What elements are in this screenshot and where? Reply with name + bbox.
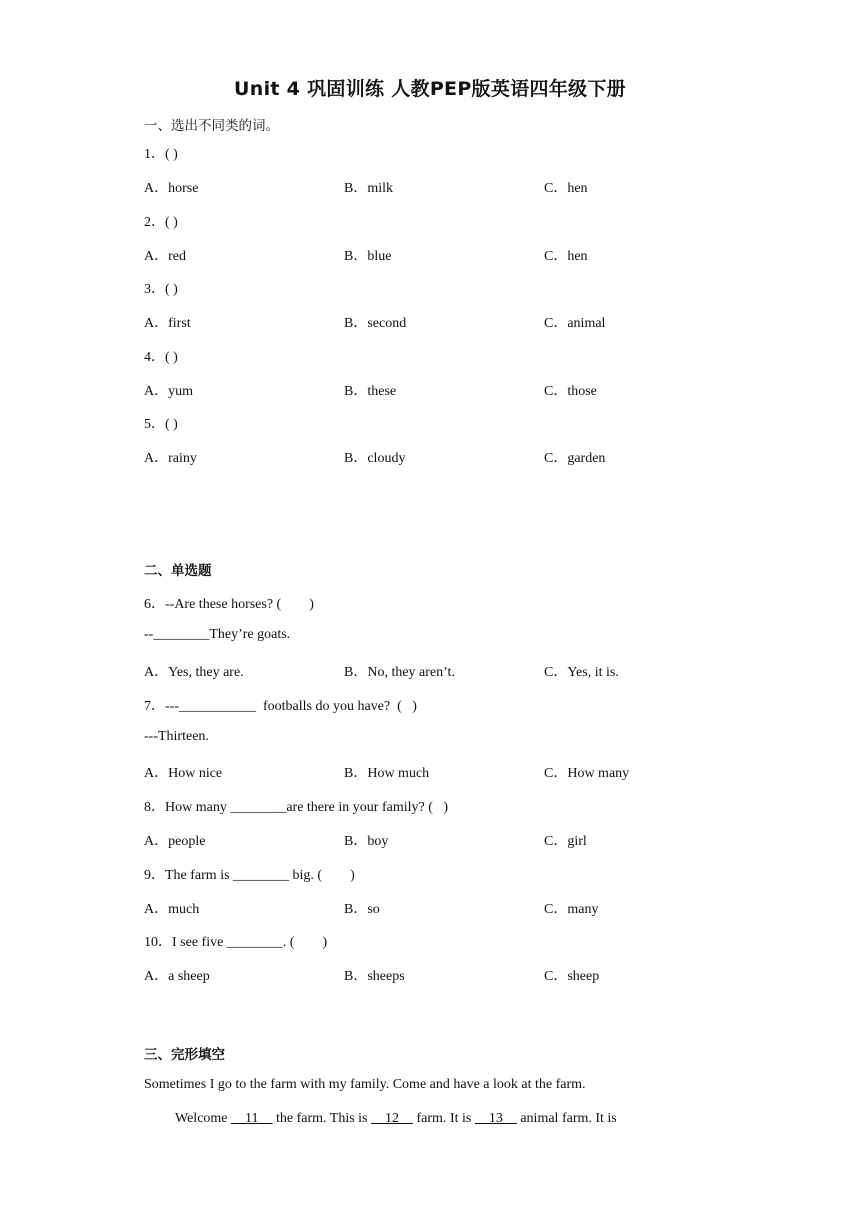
q10-option-c: C．sheep <box>544 969 600 984</box>
q8-option-c: C．girl <box>544 834 587 849</box>
q4-option-b: B．these <box>344 384 397 399</box>
q7-stem: 7．---___________ footballs do you have? ( ) <box>144 699 417 714</box>
section3-heading: 三、完形填空 <box>144 1047 225 1063</box>
cloze-text-1: Welcome <box>175 1111 232 1126</box>
q4-option-a: A．yum <box>144 384 193 399</box>
cloze-text-3: farm. It is <box>413 1111 475 1126</box>
section2-heading: 二、单选题 <box>144 563 212 579</box>
q8-stem: 8．How many ________are there in your family? ( ) <box>144 800 449 815</box>
q10-stem: 10．I see five ________. ( ) <box>144 935 328 950</box>
q3-option-b: B．second <box>344 316 407 331</box>
q6-option-b: B．No, they aren’t. <box>344 665 455 680</box>
q7-option-b: B．How much <box>344 766 430 781</box>
q7-option-a: A．How nice <box>144 766 223 781</box>
q3-option-a: A．first <box>144 316 191 331</box>
q1-option-c: C．hen <box>544 181 588 196</box>
q8-option-b: B．boy <box>344 834 389 849</box>
q2-option-c: C．hen <box>544 249 588 264</box>
q5-number: 5．( ) <box>144 417 178 432</box>
cloze-blank-11: 11 <box>231 1111 273 1126</box>
q9-option-c: C．many <box>544 902 599 917</box>
q5-option-b: B．cloudy <box>344 451 406 466</box>
q1-option-a: A．horse <box>144 181 199 196</box>
q6-option-c: C．Yes, it is. <box>544 665 619 680</box>
q10-option-a: A．a sheep <box>144 969 210 984</box>
q8-option-a: A．people <box>144 834 206 849</box>
q4-option-c: C．those <box>544 384 597 399</box>
q6-stem: 6．--Are these horses? ( ) <box>144 597 314 612</box>
q5-option-a: A．rainy <box>144 451 197 466</box>
q10-option-b: B．sheeps <box>344 969 405 984</box>
cloze-intro: Sometimes I go to the farm with my family. Come and have a look at the farm. <box>144 1077 586 1092</box>
q6-response: --________They’re goats. <box>144 627 291 642</box>
q9-option-b: B．so <box>344 902 380 917</box>
q9-stem: 9．The farm is ________ big. ( ) <box>144 868 355 883</box>
q9-option-a: A．much <box>144 902 200 917</box>
q2-option-a: A．red <box>144 249 186 264</box>
cloze-text-4: animal farm. It is <box>516 1111 617 1126</box>
page-title: Unit 4 巩固训练 人教PEP版英语四年级下册 <box>234 78 626 100</box>
q1-option-b: B．milk <box>344 181 394 196</box>
q4-number: 4．( ) <box>144 350 178 365</box>
cloze-blank-12: 12 <box>371 1111 414 1126</box>
cloze-paragraph <box>175 1111 617 1127</box>
q6-option-a: A．Yes, they are. <box>144 665 244 680</box>
q1-number: 1．( ) <box>144 147 178 162</box>
cloze-blank-13: 13 <box>474 1111 517 1126</box>
q7-response: ---Thirteen. <box>144 729 209 744</box>
q5-option-c: C．garden <box>544 451 606 466</box>
cloze-text-2: the farm. This is <box>272 1111 372 1126</box>
q3-option-c: C．animal <box>544 316 606 331</box>
section1-heading: 一、选出不同类的词。 <box>144 118 279 134</box>
q2-option-b: B．blue <box>344 249 392 264</box>
q7-option-c: C．How many <box>544 766 630 781</box>
q3-number: 3．( ) <box>144 282 178 297</box>
q2-number: 2．( ) <box>144 215 178 230</box>
